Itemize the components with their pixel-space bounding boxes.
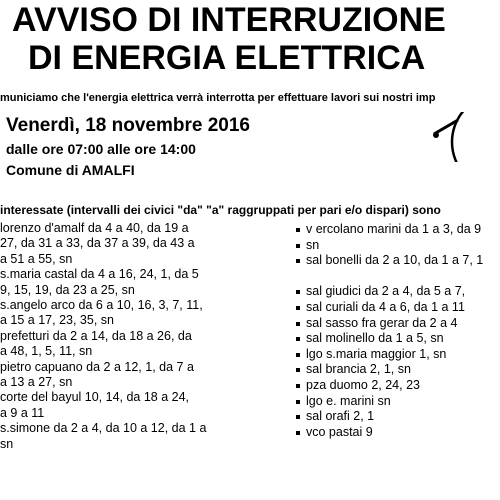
street-line-right: sal molinello da 1 a 5, sn xyxy=(306,331,444,346)
street-line-left: lorenzo d'amalf da 4 a 40, da 19 a xyxy=(0,221,189,235)
streets-heading: interessate (intervalli dei civici "da" "a" raggruppati per pari e/o dispari) sono xyxy=(0,203,441,217)
street-line-left: corte del bayul 10, 14, da 18 a 24, xyxy=(0,390,190,405)
street-line-left: prefetturi da 2 a 14, da 18 a 26, da xyxy=(0,328,192,343)
street-line-right: v ercolano marini da 1 a 3, da 9 xyxy=(306,222,482,236)
bullet-icon xyxy=(296,228,300,232)
bullet-icon xyxy=(296,306,300,310)
street-line-right: sal sasso fra gerar da 2 a 4 xyxy=(306,315,458,330)
street-line-left: pietro capuano da 2 a 12, 1, da 7 a xyxy=(0,359,194,374)
bullet-icon xyxy=(296,415,300,419)
street-line-left: a 15 a 17, 23, 35, sn xyxy=(0,313,114,328)
comune-name: Comune di AMALFI xyxy=(6,162,135,178)
street-line-left: a 13 a 27, sn xyxy=(0,375,73,389)
bullet-icon xyxy=(296,353,300,357)
street-line-right: vco pastai 9 xyxy=(306,424,373,439)
notice-title-line-2: DI ENERGIA ELETTRICA xyxy=(28,39,426,77)
notice-title-line-1: AVVISO DI INTERRUZIONE xyxy=(12,1,446,39)
street-line-left: s.maria castal da 4 a 16, 24, 1, da 5 xyxy=(0,267,199,282)
bullet-icon xyxy=(296,384,300,388)
street-line-left: a 9 a 11 xyxy=(0,405,45,420)
street-line-left: a 51 a 55, sn xyxy=(0,251,73,266)
bullet-icon xyxy=(296,431,300,435)
clock-icon xyxy=(428,112,500,162)
bullet-icon xyxy=(296,337,300,341)
street-line-right: lgo s.maria maggior 1, sn xyxy=(306,346,447,361)
street-line-right: sn xyxy=(306,237,320,252)
street-line-left: s.simone da 2 a 4, da 10 a 12, da 1 a xyxy=(0,421,207,436)
bullet-icon xyxy=(296,322,300,326)
street-line-left: a 48, 1, 5, 11, sn xyxy=(0,344,93,359)
street-line-right: lgo e. marini sn xyxy=(306,393,391,408)
street-line-right: sal bonelli da 2 a 10, da 1 a 7, 1 xyxy=(306,253,484,268)
street-line-right: pza duomo 2, 24, 23 xyxy=(306,378,420,392)
street-line-right: sal giudici da 2 a 4, da 5 a 7, xyxy=(306,284,466,299)
street-line-left: sn xyxy=(0,436,14,451)
bullet-icon xyxy=(296,400,300,404)
outage-time: dalle ore 07:00 alle ore 14:00 xyxy=(6,141,196,157)
street-line-left: 27, da 31 a 33, da 37 a 39, da 43 a xyxy=(0,236,195,251)
outage-date: Venerdì, 18 novembre 2016 xyxy=(6,115,250,136)
street-line-left: s.angelo arco da 6 a 10, 16, 3, 7, 11, xyxy=(0,298,203,312)
bullet-icon xyxy=(296,368,300,372)
street-line-right: sal orafi 2, 1 xyxy=(306,409,375,424)
intro-text: municiamo che l'energia elettrica verrà interrotta per effettuare lavori sui nostri imp xyxy=(0,92,436,104)
street-line-right: sal brancia 2, 1, sn xyxy=(306,362,411,377)
street-line-left: 9, 15, 19, da 23 a 25, sn xyxy=(0,282,135,297)
bullet-icon xyxy=(296,259,300,263)
bullet-icon xyxy=(296,244,300,248)
bullet-icon xyxy=(296,290,300,294)
street-line-right: sal curiali da 4 a 6, da 1 a 11 xyxy=(306,300,465,314)
